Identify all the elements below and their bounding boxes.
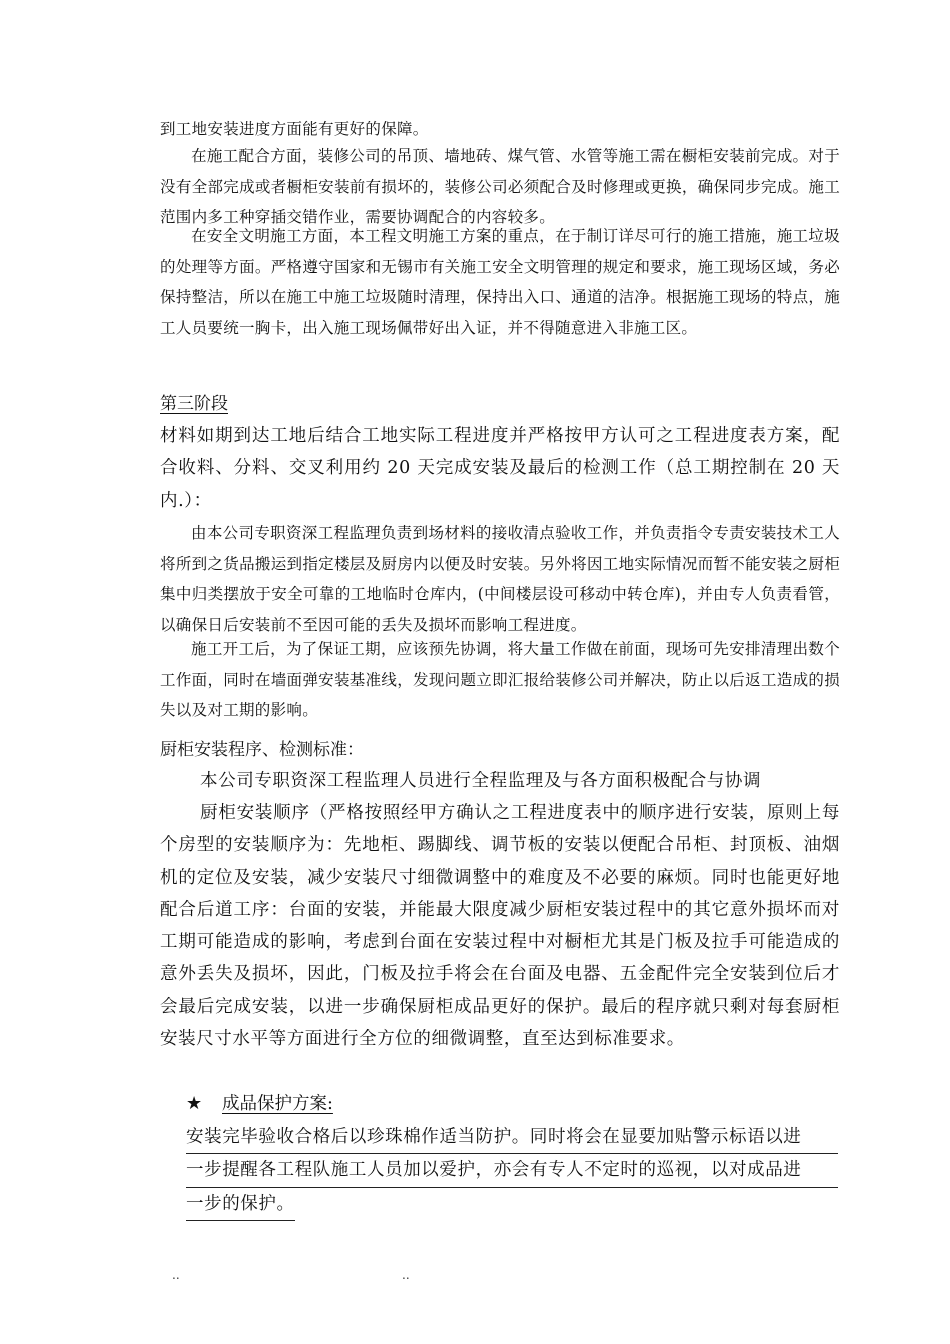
paragraph-progress-guarantee: 到工地安装进度方面能有更好的保障。 xyxy=(160,120,429,138)
protection-body xyxy=(186,1121,838,1221)
protection-heading: 成品保护方案: xyxy=(222,1094,333,1114)
footer-mark-left: .. xyxy=(172,1268,180,1282)
procedure-install-sequence: 厨柜安装顺序（严格按照经甲方确认之工程进度表中的顺序进行安装，原则上每个房型的安装顺序为：先地柜、踢脚线、调节板的安装以便配合吊柜、封顶板、油烟机的定位及安装，减少安装尺寸细微调整中的难度及不必要的麻烦。同时也能更好地配合后道工序：台面的安装，并能最大限度减少厨柜安装过程中的其它意外损坏而对工期可能造成的影响，考虑到台面在安装过程中对橱柜尤其是门板及拉手可能造成的意外丢失及损坏，因此，门板及拉手将会在台面及电器、五金配件完全安装到位后才会最后完成安装，以进一步确保厨柜成品更好的保护。最后的程序就只剩对每套厨柜安装尺寸水平等方面进行全方位的细微调整，直至达到标准要求。 xyxy=(160,803,840,1050)
protection-heading-row xyxy=(186,1091,333,1117)
procedure-heading: 厨柜安装程序、检测标准： xyxy=(160,740,364,760)
protection-line: 一步的保护。 xyxy=(186,1188,295,1221)
stage3-commencement: 施工开工后，为了保证工期，应该预先协调，将大量工作做在前面，现场可先安排清理出数个工作面，同时在墙面弹安装基准线，发现问题立即汇报给装修公司并解决，防止以后返工造成的损失以及对工期的影响。 xyxy=(160,640,840,719)
protection-line: 安装完毕验收合格后以珍珠棉作适当防护。同时将会在显要加贴警示标语以进 xyxy=(186,1121,838,1154)
paragraph-safety-civilized: 在安全文明施工方面，本工程文明施工方案的重点，在于制订详尽可行的施工措施，施工垃圾的处理等方面。严格遵守国家和无锡市有关施工安全文明管理的规定和要求，施工现场区域，务必保持整洁，所以在施工中施工垃圾随时清理，保持出入口、通道的洁净。根据施工现场的特点，施工人员要统一胸卡，出入施工现场佩带好出入证，并不得随意进入非施工区。 xyxy=(160,227,840,337)
paragraph-construction-coordination: 在施工配合方面，装修公司的吊顶、墙地砖、煤气管、水管等施工需在橱柜安装前完成。对于没有全部完成或者橱柜安装前有损坏的，装修公司必须配合及时修理或更换，确保同步完成。施工范围内多工种穿插交错作业，需要协调配合的内容较多。 xyxy=(160,147,840,226)
protection-line: 一步提醒各工程队施工人员加以爱护，亦会有专人不定时的巡视，以对成品进 xyxy=(186,1154,838,1187)
stage3-material-receipt: 由本公司专职资深工程监理负责到场材料的接收清点验收工作，并负责指令专责安装技术工人将所到之货品搬运到指定楼层及厨房内以便及时安装。另外将因工地实际情况而暂不能安装之厨柜集中归类摆放于安全可靠的工地临时仓库内，(中间楼层设可移动中转仓库)，并由专人负责看管，以确保日后安装前不至因可能的丢失及损坏而影响工程进度。 xyxy=(160,524,841,634)
procedure-supervision: 本公司专职资深工程监理人员进行全程监理及与各方面积极配合与协调 xyxy=(200,771,762,791)
stage3-intro: 材料如期到达工地后结合工地实际工程进度并严格按甲方认可之工程进度表方案，配合收料、分料、交叉利用约 20 天完成安装及最后的检测工作（总工期控制在 20 天内.）： xyxy=(160,426,840,511)
star-icon: ★ xyxy=(186,1093,203,1114)
stage3-heading: 第三阶段 xyxy=(160,394,228,414)
footer-mark-right: .. xyxy=(402,1268,410,1282)
